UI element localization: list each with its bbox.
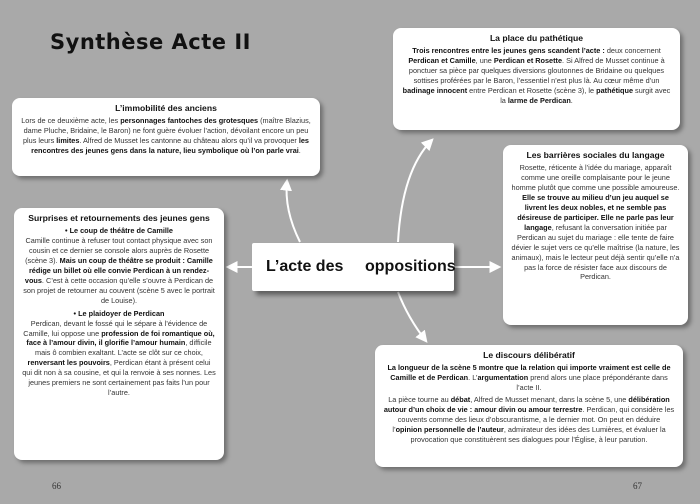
box-title: La place du pathétique [489, 33, 584, 43]
box-surprises-retournements [14, 208, 224, 460]
box-title: Surprises et retournements des jeunes gens [28, 213, 210, 223]
page-number-left: 66 [52, 481, 61, 491]
arrow-to-pathetique [398, 140, 432, 242]
box-text: Perdican, devant le fossé qui le sépare à l’évidence de Camille, lui oppose une profession de foi romantique où, face à l’amour divin, il glorifie l’amour humain, difficile mais ô combien exaltant. L’acte se clôt sur ce choix, renversant les pouvoirs, Perdican étant à présent celui qui dit non à sa cousine, et qui la renvoie à ses nonnes. Les jeunes premiers ne sont certainement pas faits l’un pour l’autre. [22, 318, 216, 398]
box-text: La longueur de la scène 5 montre que la relation qui importe vraiment est celle de Camille et de Perdican. L’argumentation prend alors une place prépondérante dans l’acte II. [387, 363, 671, 393]
box-text: Lors de ce deuxième acte, les personnages fantoches des grotesques (maître Blazius, dame Pluche, Bridaine, le Baron) ne font guère évoluer l’action, dévoilant encore un peu plus leurs limites. Alfred de Musset les cantonne au château alors qu’il va provoquer les rencontres des jeunes gens dans la nature, lieu symbolique où l’on parle vrai. [21, 116, 311, 156]
box-immobilite-anciens [12, 98, 320, 176]
box-title: L’immobilité des anciens [115, 103, 217, 113]
arrow-to-discours [398, 292, 426, 341]
box-place-pathetique [393, 28, 680, 130]
center-word-1: L’acte des [266, 258, 344, 275]
subsection-title: • Le plaidoyer de Perdican [73, 308, 165, 318]
box-title: Le discours délibératif [483, 350, 575, 360]
center-word-2: oppositions [365, 258, 456, 275]
box-barrieres-sociales [503, 145, 688, 325]
arrow-to-immobilite [287, 181, 300, 242]
box-text: Camille continue à refuser tout contact physique avec son cousin et ce dernier se console alors auprès de Rosette (scène 3). Mais un coup de théâtre se produit : Camille rédige un billet où elle convie Perdican à un rendez-vous. C’est à cette occasion qu’elle s’ouvre à Perdican de son projet de retourner au couvent (scène 5 avec le portrait de Louise). [23, 236, 215, 305]
page-title: Synthèse Acte II [50, 30, 251, 54]
box-title: Les barrières sociales du langage [526, 150, 665, 160]
subsection-title: • Le coup de théâtre de Camille [65, 226, 173, 236]
box-text: Trois rencontres entre les jeunes gens scandent l’acte : deux concernent Perdican et Camille, une Perdican et Rosette. Si Alfred de Musset continue à ponctuer sa pièce par quelques diversions gloutonnes de Bridaine ou quelques sottises proférées par le Baron, l’essentiel n’est plus là. Au cœur même d’un badinage innocent entre Perdican et Rosette (scène 3), le pathétique surgit avec la larme de Perdican. [402, 46, 671, 105]
box-text: La pièce tourne au débat, Alfred de Musset menant, dans la scène 5, une délibération autour d’un choix de vie : amour divin ou amour terrestre. Perdican, qui considère les couvents comme des lieux d’obscurantisme, a le dernier mot. On peut en déduire l’opinion personnelle de l’auteur, admirateur des idées des Lumières, et évaluer la provocation que constituèrent ses dialogues pour l’Église, à leur parution. [383, 395, 675, 444]
center-concept-box [252, 243, 454, 291]
box-text: Rosette, réticente à l’idée du mariage, apparaît comme une oreille complaisante pour le jeune homme plutôt que comme une possible amoureuse. Elle se trouve au milieu d’un jeu auquel se livrent les deux nobles, et ne semble pas désireuse de participer. Elle ne parle pas leur langage, refusant la conversation initiée par Perdican au sujet du mariage : elle tente de faire dévier le sujet vers ce qu’elle maîtrise (la nature, les animaux), mais le lecteur peut déjà sentir qu’elle n’a pas la force de résister face aux discours de Perdican. [511, 163, 680, 282]
page-number-right: 67 [633, 481, 642, 491]
box-discours-deliberatif [375, 345, 683, 467]
